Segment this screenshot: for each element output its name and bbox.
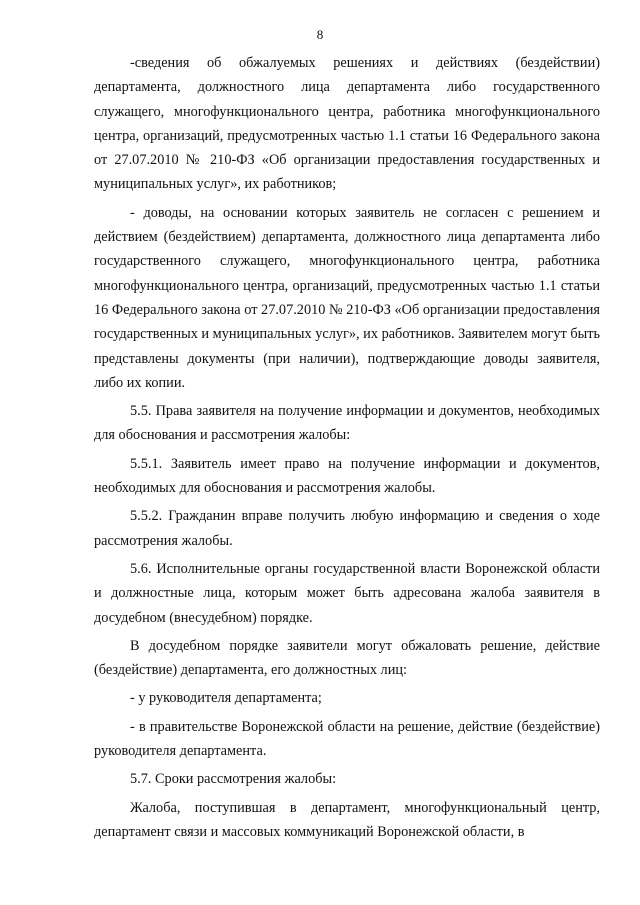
paragraph-5-5-2: 5.5.2. Гражданин вправе получить любую информацию и сведения о ходе рассмотрения жалобы. (94, 508, 600, 549)
paragraph-5-7-heading: 5.7. Сроки рассмотрения жалобы: (130, 771, 337, 788)
paragraph-pretrial-appeal: В досудебном порядке заявители могут обжаловать решение, действие (бездействие) департамента, его должностных лиц: (94, 637, 600, 679)
paragraph-5-6: 5.6. Исполнительные органы государственной власти Воронежской области и должностные лица, которым может быть адресована жалоба заявителя в досудебном (внесудебном) порядке. (94, 560, 600, 626)
paragraph-5-5-heading: 5.5. Права заявителя на получение информации и документов, необходимых для обоснования и рассмотрения жалобы: (94, 403, 600, 444)
list-item-regional-government: - в правительстве Воронежской области на решение, действие (бездействие) руководителя департамента. (94, 718, 600, 760)
page-number: 8 (316, 27, 324, 42)
paragraph-applicant-arguments: - доводы, на основании которых заявитель не согласен с решением и действием (бездействием) департамента, должностного лица департамента либо государственного служащего, многофункционального центра, работника многофункционального центра, организаций, предусмотренных частью 1.1 статьи 16 Федерального закона от 27.07.2010 № 210-ФЗ «Об организации предоставления государственных и муниципальных услуг», их работников. Заявителем могут быть представлены документы (при наличии), подтверждающие доводы заявителя, либо их копии. (94, 204, 600, 391)
list-item-department-head: - у руководителя департамента; (130, 690, 322, 707)
paragraph-complaint-received: Жалоба, поступившая в департамент, многофункциональный центр, департамент связи и массовых коммуникаций Воронежской области, в (94, 799, 600, 840)
paragraph-5-5-1: 5.5.1. Заявитель имеет право на получение информации и документов, необходимых для обоснования и рассмотрения жалобы. (94, 455, 600, 497)
document-body (94, 51, 600, 844)
paragraph-appeal-details: -сведения об обжалуемых решениях и действиях (бездействии) департамента, должностного лица департамента либо государственного служащего, многофункционального центра, работника многофункционального центра, организаций, предусмотренных частью 1.1 статьи 16 Федерального закона от 27.07.2010 № 210-ФЗ «Об организации предоставления государственных и муниципальных услуг», их работников; (94, 55, 600, 193)
